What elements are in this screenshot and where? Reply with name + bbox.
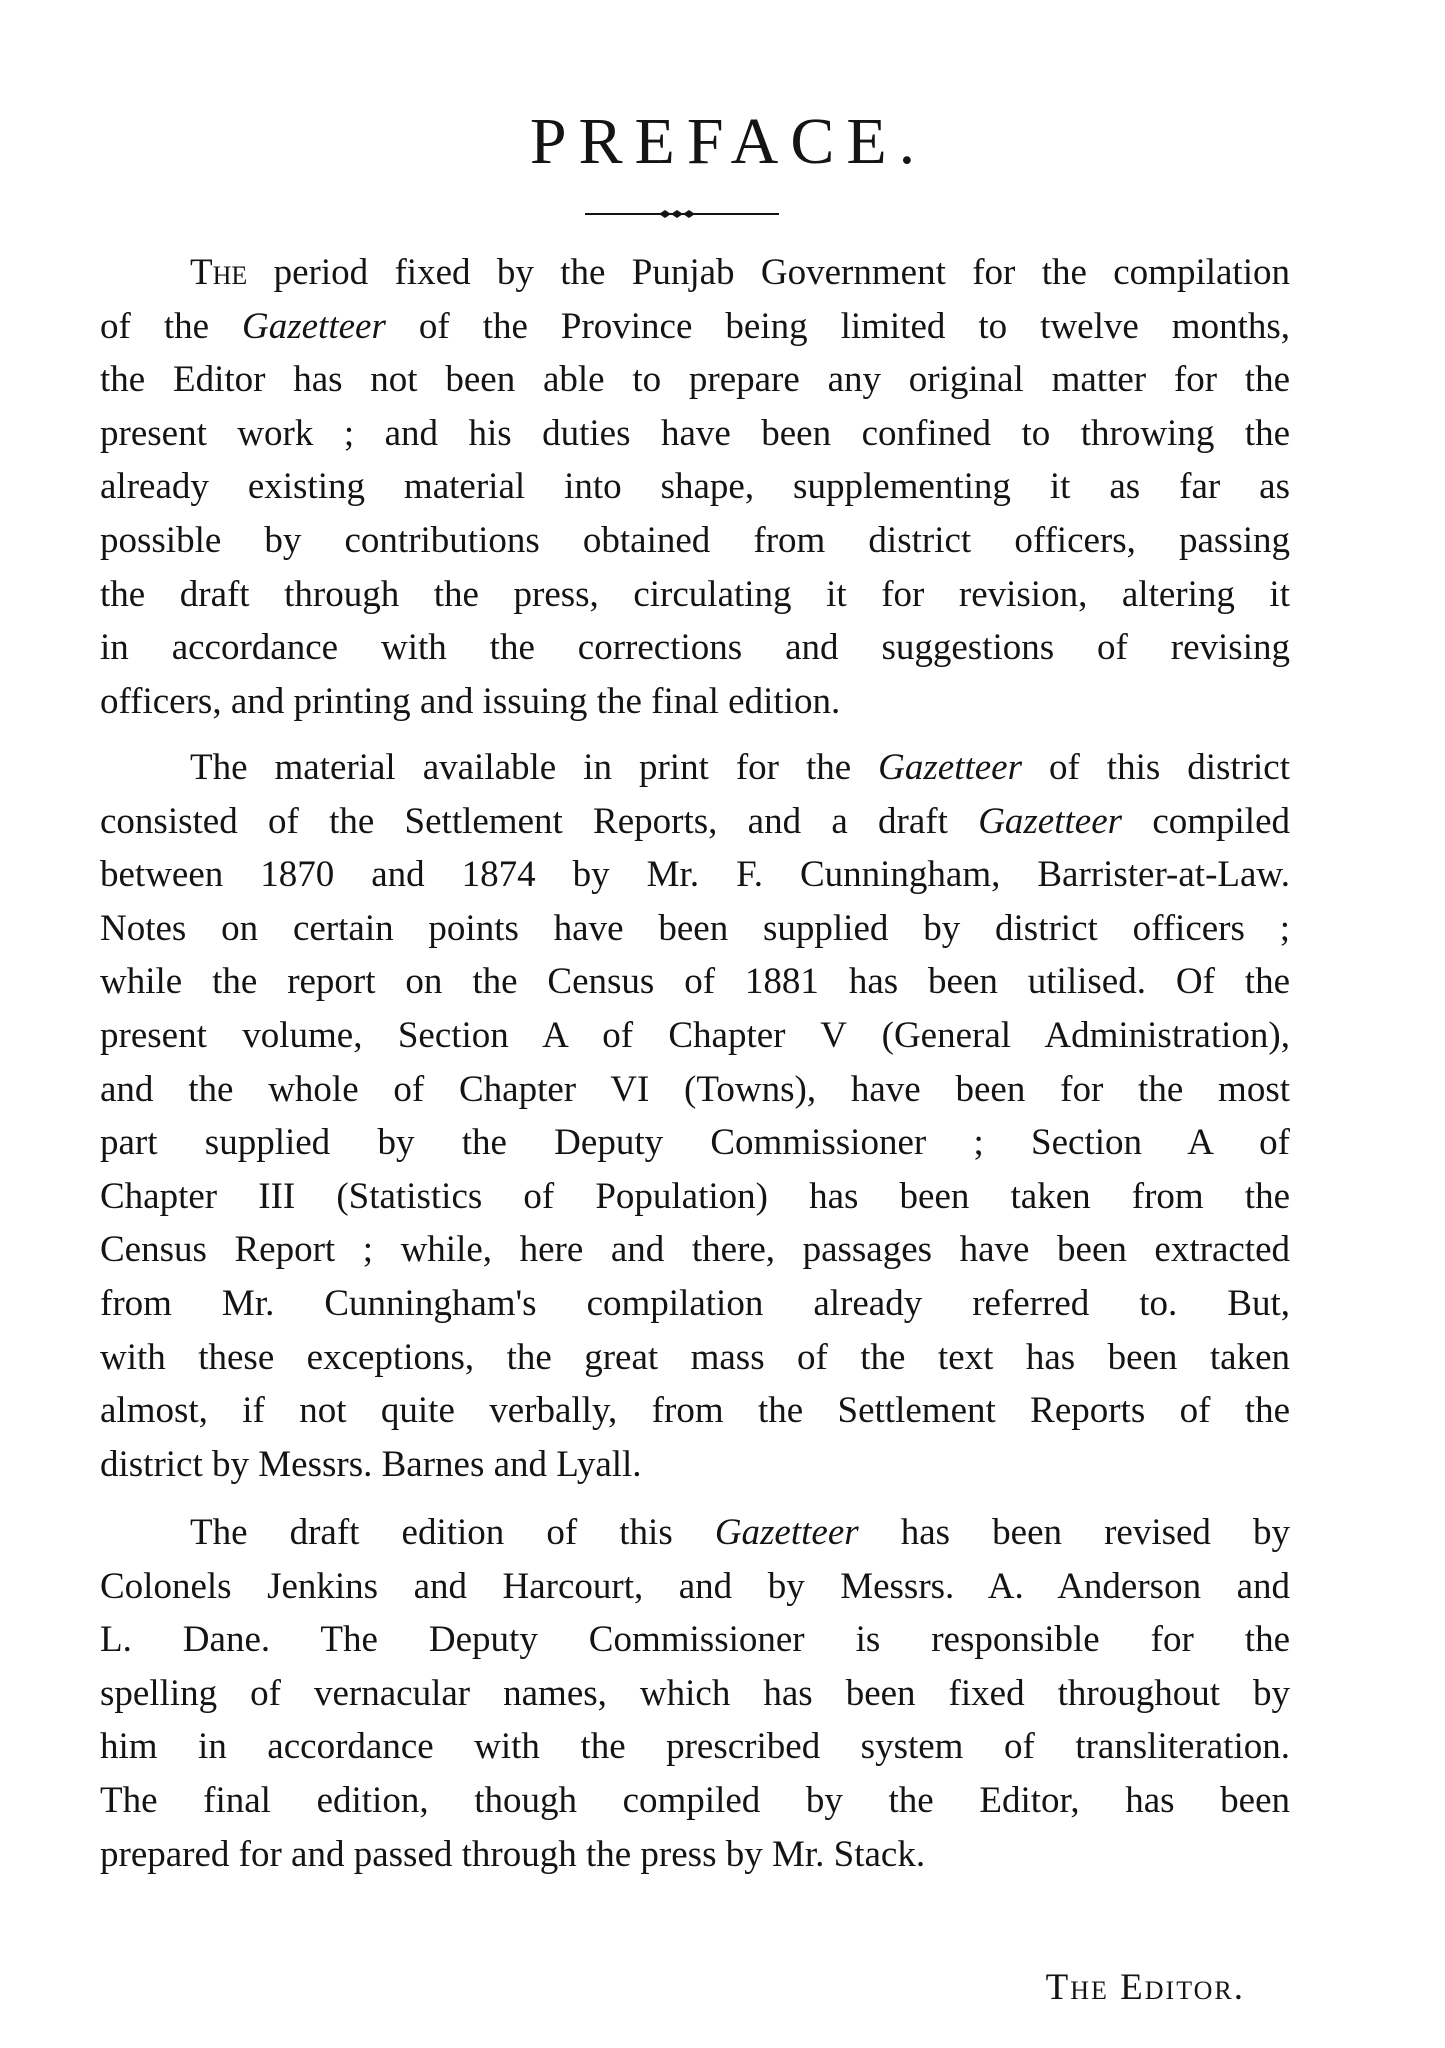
text-line [100,1170,1290,1224]
line-text: Chapter III (Statistics of Population) has been taken from the [100,1175,1290,1217]
text-line [100,1116,1290,1170]
line-text: in accordance with the corrections and suggestions of revising [100,627,1290,669]
line-text: possible by contributions obtained from district officers, passing [100,519,1290,561]
line-text: has been revised by [858,1512,1290,1553]
line-text: The draft edition of this [190,1512,715,1553]
paragraph-3 [100,1506,1290,1881]
line-text: between 1870 and 1874 by Mr. F. Cunningham, Barrister-at-Law. [100,854,1290,896]
line-text: part supplied by the Deputy Commissioner ; Section A of [100,1122,1290,1164]
paragraph-1 [100,246,1290,728]
italic-title: Gazetteer [878,747,1023,788]
signature: The Editor. [1045,1967,1245,2008]
text-line [100,1063,1290,1117]
line-text: present volume, Section A of Chapter V (General Administration), [100,1014,1290,1056]
line-text: present work ; and his duties have been confined to throwing the [100,412,1290,454]
line-text: of the Province being limited to twelve months, [385,305,1290,347]
line-text: of this district [1022,747,1291,788]
text-line [100,300,1290,354]
line-text: Census Report ; while, here and there, passages have been extracted [100,1229,1290,1271]
line-text: the Editor has not been able to prepare any original matter for the [100,359,1290,401]
text-line [100,514,1290,568]
text-line [100,1720,1290,1774]
text-line [100,407,1290,461]
text-line [100,353,1290,407]
line-text: almost, if not quite verbally, from the Settlement Reports of the [100,1390,1290,1432]
text-line [100,1613,1290,1667]
text-line [100,621,1290,675]
italic-title: Gazetteer [242,305,386,347]
line-text: officers, and printing and issuing the final edition. [100,680,841,722]
line-text: district by Messrs. Barnes and Lyall. [100,1443,642,1485]
line-text: already existing material into shape, supplementing it as far as [100,466,1290,508]
ornamental-rule [585,212,779,215]
text-line [100,1506,1290,1560]
line-text: compiled [1122,800,1291,842]
line-text: from Mr. Cunningham's compilation already referred to. But, [100,1282,1290,1324]
text-line [100,1223,1290,1277]
text-line [100,1774,1290,1828]
paragraph-2 [100,741,1290,1491]
text-line [100,568,1290,622]
line-text: him in accordance with the prescribed system of transliteration. [100,1726,1290,1768]
text-line [100,741,1290,795]
text-line [100,848,1290,902]
line-text: The material available in print for the [190,747,879,788]
text-line [100,955,1290,1009]
text-line [100,1560,1290,1614]
italic-title: Gazetteer [978,800,1123,842]
line-text: with these exceptions, the great mass of the text has been taken [100,1336,1290,1378]
line-text: L. Dane. The Deputy Commissioner is responsible for the [100,1619,1290,1661]
text-line [100,1277,1290,1331]
line-text: while the report on the Census of 1881 has been utilised. Of the [100,961,1290,1003]
text-line [100,1828,1290,1882]
line-text: Colonels Jenkins and Harcourt, and by Messrs. A. Anderson and [100,1565,1290,1607]
text-line [100,460,1290,514]
line-text: Notes on certain points have been supplied by district officers ; [100,907,1290,949]
text-line [100,1384,1290,1438]
line-text: the draft through the press, circulating it for revision, altering it [100,573,1290,615]
line-text: The final edition, though compiled by the Editor, has been [100,1779,1290,1821]
text-line [100,1438,1290,1492]
text-line [100,902,1290,956]
page-title: PREFACE. [529,105,928,178]
text-line [100,1667,1290,1721]
text-line [100,675,1290,729]
text-line [100,1331,1290,1385]
line-text: prepared for and passed through the press by Mr. Stack. [100,1833,926,1875]
line-text: and the whole of Chapter VI (Towns), have been for the most [100,1068,1290,1110]
line-text: The [190,252,248,293]
text-line [100,246,1290,300]
line-text: of the [100,305,243,347]
text-line [100,1009,1290,1063]
line-text: period fixed by the Punjab Government for the compilation [247,252,1290,293]
line-text: consisted of the Settlement Reports, and a draft [100,800,979,842]
italic-title: Gazetteer [714,1512,859,1553]
text-line [100,795,1290,849]
line-text: spelling of vernacular names, which has been fixed throughout by [100,1672,1290,1714]
